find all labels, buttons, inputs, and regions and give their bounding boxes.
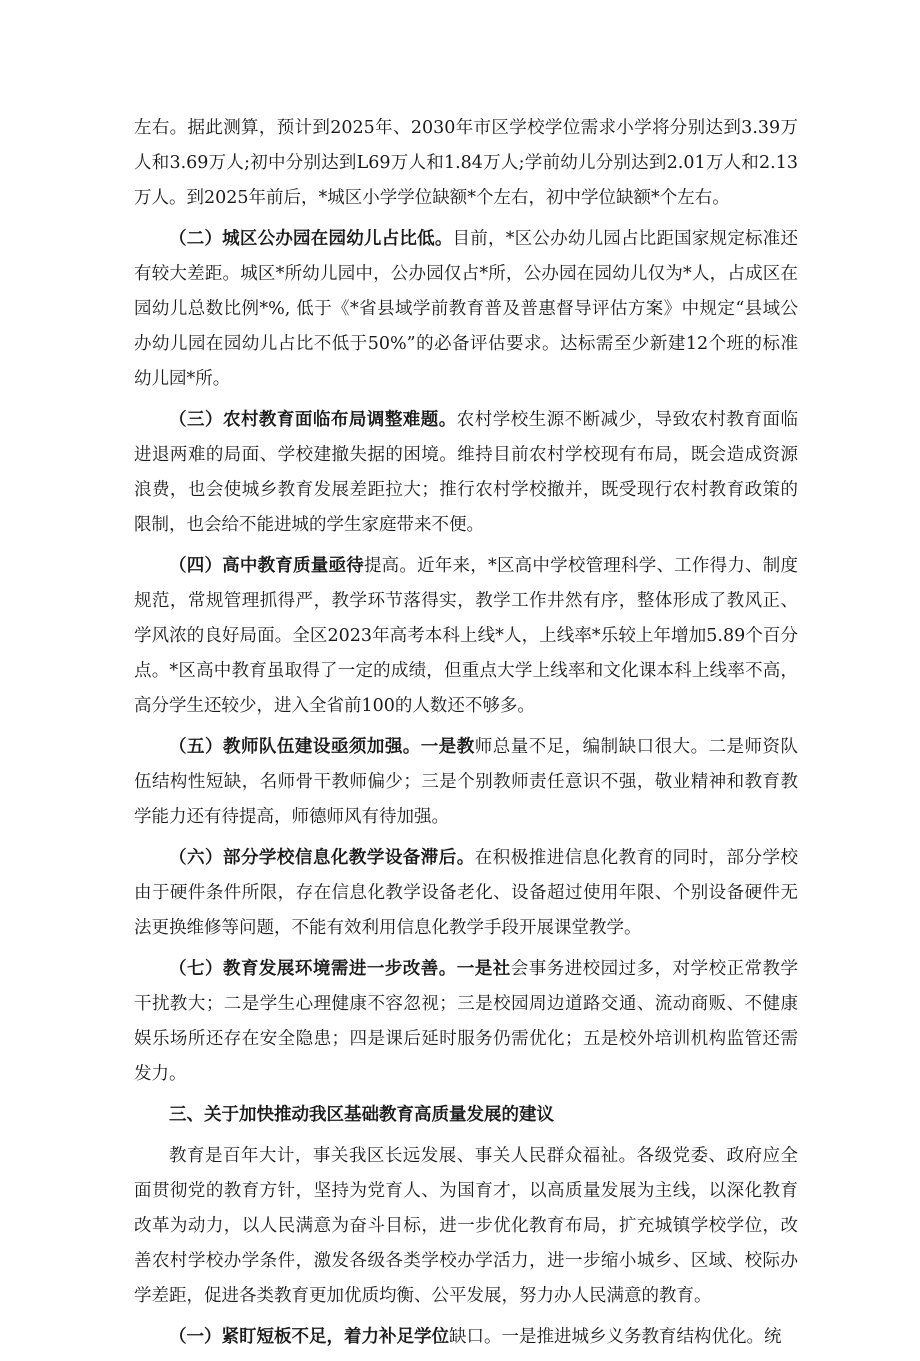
paragraph-kindergarten-ratio bbox=[134, 222, 798, 397]
paragraph-text: 在积极推进信息化教育的同时，部分学校由于硬件条件所限，存在信息化教学设备老化、设备超过使用年限、个别设备硬件无法更换维修等问题，不能有效利用信息化教学手段开展课堂教学。 bbox=[134, 848, 798, 938]
paragraph-text: 会事务进校园过多，对学校正常教学干扰教大；二是学生心理健康不容忽视；三是校园周边道路交通、流动商贩、不健康娱乐场所还存在安全隐患；四是课后延时服务仍需优化；五是校外培训机构监管还需发力。 bbox=[134, 959, 799, 1084]
paragraph-text: 缺口。一是推进城乡义务教育结构优化。统 bbox=[449, 1327, 782, 1347]
paragraph-rural-layout bbox=[134, 403, 798, 543]
paragraph-teacher-team bbox=[134, 730, 798, 835]
paragraph-heading: （六）部分学校信息化教学设备滞后。 bbox=[169, 848, 475, 868]
paragraph-continuation bbox=[134, 111, 798, 216]
paragraph-intro bbox=[134, 1139, 798, 1314]
document-body bbox=[134, 111, 798, 1361]
paragraph-degree-gap bbox=[134, 1320, 798, 1355]
paragraph-heading: （四）高中教育质量亟待 bbox=[169, 556, 364, 576]
paragraph-it-equipment bbox=[134, 841, 798, 946]
section-heading bbox=[134, 1098, 798, 1133]
paragraph-high-school-quality bbox=[134, 549, 798, 724]
paragraph-text: 师总量不足，编制缺口很大。二是师资队伍结构性短缺，名师骨干教师偏少；三是个别教师责任意识不强，敬业精神和教育教学能力还有待提高，师德师风有待加强。 bbox=[134, 737, 798, 827]
paragraph-heading: （五）教师队伍建设亟须加强。一是教 bbox=[169, 737, 475, 757]
paragraph-heading: （二）城区公办园在园幼儿占比低。 bbox=[169, 229, 453, 249]
paragraph-text: 农村学校生源不断减少，导致农村教育面临进退两难的局面、学校建撤失据的困境。维持目前农村学校现有布局，既会造成资源浪费，也会使城乡教育发展差距拉大；推行农村学校撤并，既受现行农村教育政策的限制，也会给不能进城的学生家庭带来不便。 bbox=[134, 410, 798, 535]
paragraph-text: 提高。近年来，*区高中学校管理科学、工作得力、制度规范，常规管理抓得严，教学环节落得实，教学工作井然有序，整体形成了教风正、学风浓的良好局面。全区2023年高考本科上线*人，上线率*乐较上年增加5.89个百分点。*区高中教育虽取得了一定的成绩，但重点大学上线率和文化课本科上线率不高，高分学生还较少，进入全省前100的人数还不够多。 bbox=[134, 556, 799, 716]
paragraph-heading: （三）农村教育面临布局调整难题。 bbox=[169, 410, 457, 430]
paragraph-text: 教育是百年大计，事关我区长远发展、事关人民群众福祉。各级党委、政府应全面贯彻党的教育方针，坚持为党育人、为国育才，以高质量发展为主线，以深化教育改革为动力，以人民满意为奋斗目标，进一步优化教育布局，扩充城镇学校学位，改善农村学校办学条件，激发各级各类学校办学活力，进一步缩小城乡、区域、校际办学差距，促进各类教育更加优质均衡、公平发展，努力办人民满意的教育。 bbox=[134, 1146, 798, 1306]
section-heading-text: 三、关于加快推动我区基础教育高质量发展的建议 bbox=[169, 1105, 554, 1125]
paragraph-heading: （一）紧盯短板不足，着力补足学位 bbox=[169, 1327, 449, 1347]
paragraph-environment bbox=[134, 952, 798, 1092]
paragraph-text: 左右。据此测算，预计到2025年、2030年市区学校学位需求小学将分别达到3.39万人和3.69万人;初中分别达到L69万人和1.84万人;学前幼儿分别达到2.01万人和2.13万人。到2025年前后，*城区小学学位缺额*个左右，初中学位缺额*个左右。 bbox=[134, 118, 798, 208]
paragraph-heading: （七）教育发展环境需进一步改善。一是社 bbox=[169, 959, 511, 979]
paragraph-text: 目前，*区公办幼儿园占比距国家规定标准还有较大差距。城区*所幼儿园中，公办园仅占*所，公办园在园幼儿仅为*人，占成区在园幼儿总数比例*%, 低于《*省县域学前教育普及普惠督导评估方案》中规定“县域公办幼儿园在园幼儿占比不低于50%”的必备评估要求。达标需至少新建12个班的标准幼儿园*所。 bbox=[134, 229, 799, 389]
